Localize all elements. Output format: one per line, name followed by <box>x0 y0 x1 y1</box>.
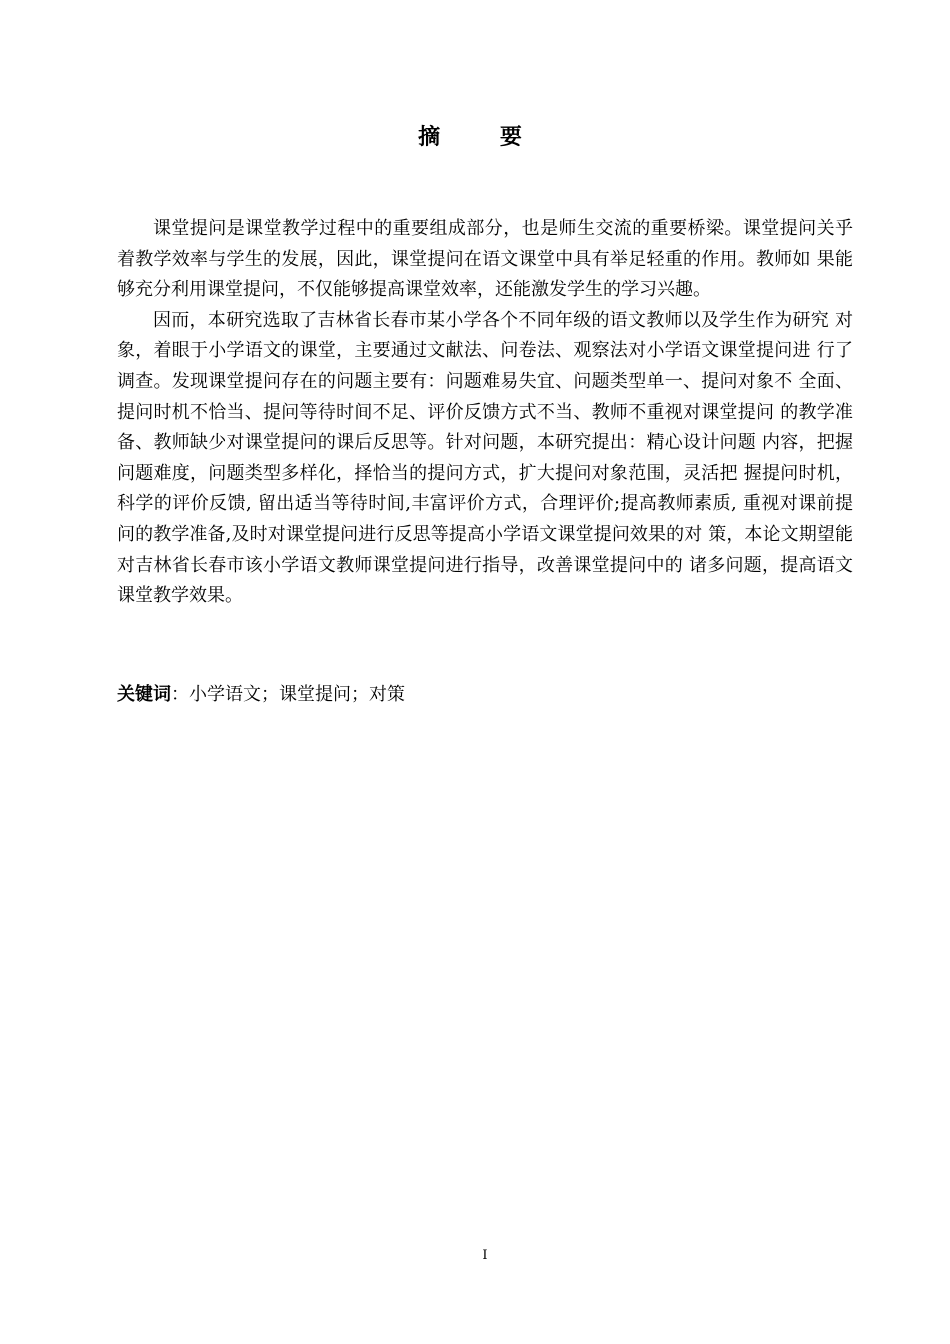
keywords-separator: ： <box>171 684 189 705</box>
abstract-title: 摘 要 <box>418 125 548 150</box>
abstract-paragraph-1: 课堂提问是课堂教学过程中的重要组成部分，也是师生交流的重要桥梁。课堂提问关乎着教学效率与学生的发展，因此，课堂提问在语文课堂中具有举足轻重的作用。教师如 果能够充分利用课堂提问，不仅能够提高课堂效率，还能激发学生的学习兴趣。 <box>117 218 853 301</box>
keywords-label: 关键词 <box>117 684 171 705</box>
keywords-list: 小学语文；课堂提问；对策 <box>189 684 405 705</box>
page-number: I <box>482 1248 488 1263</box>
abstract-body <box>117 214 853 612</box>
abstract-paragraph-2: 因而，本研究选取了吉林省长春市某小学各个不同年级的语文教师以及学生作为研究 对象，着眼于小学语文的课堂，主要通过文献法、问卷法、观察法对小学语文课堂提问进 行了调查。发现课堂提问存在的问题主要有：问题难易失宜、问题类型单一、提问对象不 全面、提问时机不恰当、提问等待时间不足、评价反馈方式不当、教师不重视对课堂提问 的教学准备、教师缺少对课堂提问的课后反思等。针对问题，本研究提出：精心设计问题 内容，把握问题难度，问题类型多样化，择恰当的提问方式，扩大提问对象范围，灵活把 握提问时机，科学的评价反馈, 留出适当等待时间,丰富评价方式，合理评价;提高教师素质, 重视对课前提问的教学准备,及时对课堂提问进行反思等提高小学语文课堂提问效果的对 策，本论文期望能对吉林省长春市该小学语文教师课堂提问进行指导，改善课堂提问中的 诸多问题，提高语文课堂教学效果。 <box>117 309 853 607</box>
keywords-line <box>117 680 853 710</box>
